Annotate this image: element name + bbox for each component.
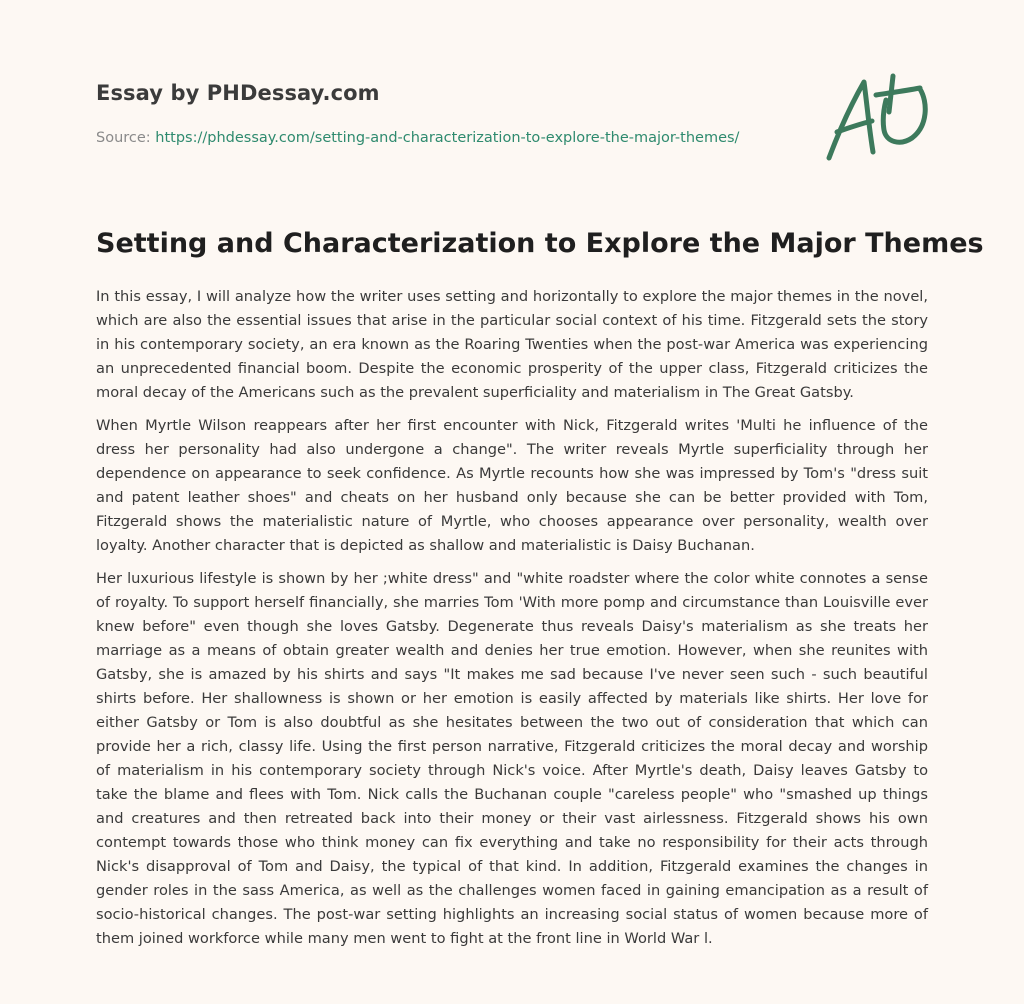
essay-title: Setting and Characterization to Explore the Major Themes bbox=[96, 228, 984, 259]
paragraph: Her luxurious lifestyle is shown by her ;white dress" and "white roadster where the color white connotes a sense of royalty. To support herself financially, she marries Tom 'With more pomp and circumstance than Louisville ever knew before" even though she loves Gatsby. Degenerate thus reveals Daisy's materialism as she treats her marriage as a means of obtain greater wealth and denies her true emotion. However, when she reunites with Gatsby, she is amazed by his shirts and says "It makes me sad because I've never seen such - such beautiful shirts before. Her shallowness is shown or her emotion is easily affected by materials like shirts. Her love for either Gatsby or Tom is also doubtful as she hesitates between the two out of consideration that which can provide her a rich, classy life. Using the first person narrative, Fitzgerald criticizes the moral decay and worship of materialism in his contemporary society through Nick's voice. After Myrtle's death, Daisy leaves Gatsby to take the blame and flees with Tom. Nick calls the Buchanan couple "careless people" who "smashed up things and creatures and then retreated back into their money or their vast airlessness. Fitzgerald shows his own contempt towards those who think money can fix everything and take no responsibility for their acts through Nick's disapproval of Tom and Daisy, the typical of that kind. In addition, Fitzgerald examines the changes in gender roles in the sass America, as well as the challenges women faced in gaining emancipation as a result of socio-historical changes. The post-war setting highlights an increasing social status of women because more of them joined workforce while many men went to fight at the front line in World War l. bbox=[96, 570, 928, 947]
source-link[interactable]: https://phdessay.com/setting-and-characterization-to-explore-the-major-themes/ bbox=[155, 130, 740, 146]
site-title: Essay by PHDessay.com bbox=[96, 81, 380, 105]
paragraph: In this essay, I will analyze how the writer uses setting and horizontally to explore the major themes in the novel, which are also the essential issues that arise in the particular social context of his time. Fitzgerald sets the story in his contemporary society, an era known as the Roaring Twenties when the post-war America was experiencing an unprecedented financial boom. Despite the economic prosperity of the upper class, Fitzgerald criticizes the moral decay of the Americans such as the prevalent superficiality and materialism in The Great Gatsby. bbox=[96, 288, 928, 401]
page-header bbox=[96, 72, 796, 148]
essay-body bbox=[96, 285, 928, 960]
source-label: Source: bbox=[96, 130, 156, 146]
a-plus-grade-icon bbox=[822, 68, 932, 164]
source-line bbox=[96, 128, 796, 148]
paragraph: When Myrtle Wilson reappears after her first encounter with Nick, Fitzgerald writes 'Multi he influence of the dress her personality had also undergone a change". The writer reveals Myrtle superficiality through her dependence on appearance to seek confidence. As Myrtle recounts how she was impressed by Tom's "dress suit and patent leather shoes" and cheats on her husband only because she can be better provided with Tom, Fitzgerald shows the materialistic nature of Myrtle, who chooses appearance over personality, wealth over loyalty. Another character that is depicted as shallow and materialistic is Daisy Buchanan. bbox=[96, 417, 928, 554]
